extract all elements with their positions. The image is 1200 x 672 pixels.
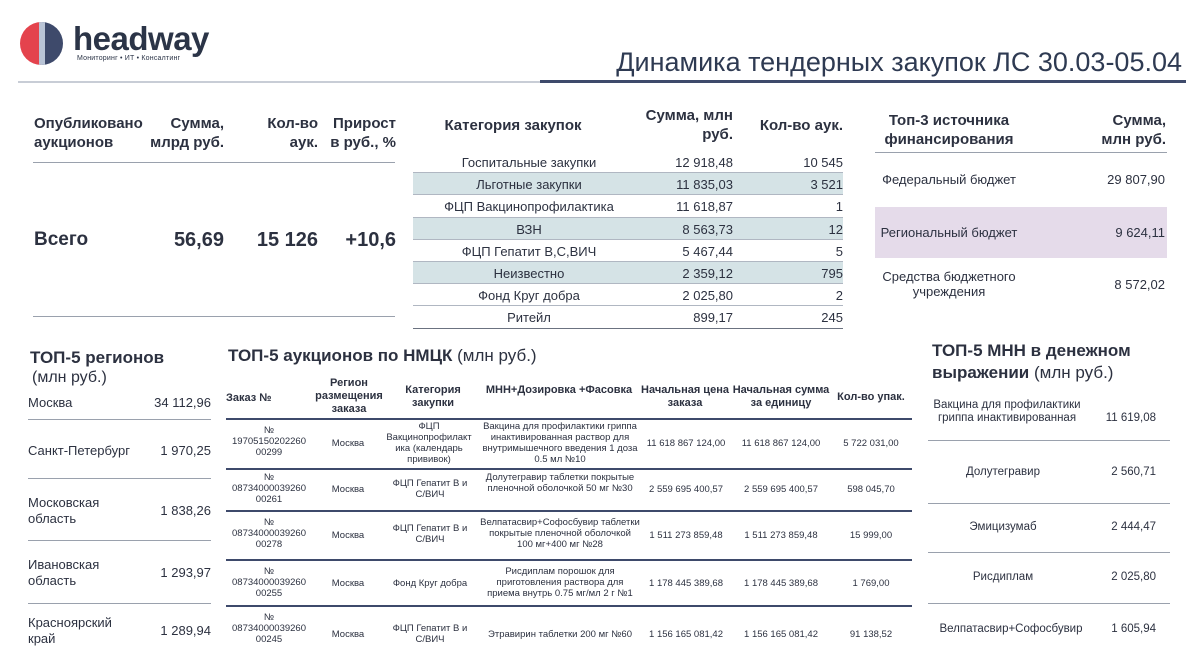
mnn-name: Рисдиплам [972,571,1034,583]
summary-divider-bottom [33,316,395,317]
sources-divider [875,152,1167,153]
auction-order: № 08734000039260 00261 [232,472,306,505]
mnn-name: Велпатасвир+Софосбувир [939,623,1083,635]
category-name: ФЦП Вакцинопрофилактика [444,199,614,215]
category-header-sum: Сумма, млн руб. [645,107,733,143]
auction-unit-sum: 11 618 867 124,00 [741,438,821,449]
auction-category: ФЦП Гепатит В и С/ВИЧ [392,623,468,645]
auction-region: Москва [331,484,365,495]
header-divider [18,81,540,83]
auction-region: Москва [331,530,365,541]
category-row [413,173,843,195]
auction-qty: 91 138,52 [849,629,893,640]
auction-unit-sum: 1 511 273 859,48 [744,530,818,541]
auction-unit-sum: 1 178 445 389,68 [744,578,818,589]
mnn-value: 2 025,80 [1111,571,1156,583]
category-count: 5 [835,243,843,259]
mnn-divider [928,503,1170,504]
region-name: Москва [28,395,73,410]
category-row [413,218,843,240]
region-divider [28,540,211,541]
category-count: 245 [821,310,843,326]
mnn-name: Долутегравир [966,466,1040,478]
category-count: 2 [835,288,843,304]
source-name: Средства бюджетного учреждения [882,269,1016,299]
category-name: ФЦП Гепатит В,С,ВИЧ [461,243,597,259]
auction-region: Москва [331,629,365,640]
category-sum: 899,17 [693,310,733,326]
auction-mnn: Долутегравир таблетки покрытые пленочной оболочкой 50 мг №30 [485,472,635,494]
category-row [413,151,843,173]
auction-price: 1 511 273 859,48 [649,530,723,541]
summary-row-label: Всего [34,229,89,250]
auction-mnn: Этравирин таблетки 200 мг №60 [488,629,632,640]
category-sum: 5 467,44 [682,243,733,259]
auction-category: Фонд Круг добра [392,578,468,589]
region-value: 1 293,97 [160,565,211,580]
mnn-title-unit: (млн руб.) [1034,363,1114,382]
region-value: 1 838,26 [160,503,211,518]
brand-tagline: Мониторинг • ИТ • Консалтинг [77,55,181,62]
auction-order: № 08734000039260 00245 [232,612,306,645]
summary-header-count: Кол-во аук. [267,115,318,151]
category-header-count: Кол-во аук. [759,117,843,134]
sources-header-sum: Сумма, млн руб. [1101,112,1166,148]
category-name: Льготные закупки [476,177,582,193]
region-name: Красноярский край [28,615,112,646]
mnn-value: 11 619,08 [1105,412,1156,424]
region-divider [28,419,211,420]
regions-subtitle: (млн руб.) [32,369,107,386]
auction-category: ФЦП Гепатит В и С/ВИЧ [392,478,468,500]
auctions-header-region: Регион размещения заказа [315,377,383,415]
auction-region: Москва [331,438,365,449]
region-divider [28,603,211,604]
category-row [413,306,843,328]
auction-mnn: Велпатасвир+Софосбувир таблетки покрытые пленочной оболочкой 100 мг+400 мг №28 [480,517,640,550]
sources-header-name: Топ-3 источника финансирования [884,112,1014,148]
auctions-row-divider [226,559,912,561]
category-sum: 11 835,03 [676,177,733,193]
category-count: 3 521 [810,177,843,193]
brand-name: headway [73,20,209,57]
mnn-title [932,340,1131,384]
auction-price: 2 559 695 400,57 [649,484,723,495]
auctions-header-category: Категория закупки [405,384,461,409]
category-count: 10 545 [803,155,843,170]
category-row [413,262,843,284]
auction-price: 1 178 445 389,68 [649,578,723,589]
auctions-title-text: ТОП-5 аукционов по НМЦК [228,346,453,365]
auction-category: ФЦП Вакцинопрофилакт ика (календарь прививок) [386,421,472,465]
auctions-row-divider [226,468,912,470]
header-divider-accent [540,80,1186,83]
mnn-title-line-1: ТОП-5 МНН в денежном [932,341,1131,360]
category-name: Госпитальные закупки [461,155,597,170]
auction-qty: 5 722 031,00 [843,438,899,449]
auction-unit-sum: 2 559 695 400,57 [744,484,818,495]
summary-count-value: 15 126 [256,229,318,251]
page-title: Динамика тендерных закупок ЛС 30.03-05.04 [616,47,1182,77]
auctions-row-divider [226,605,912,607]
summary-header-growth: Прирост в руб., % [330,115,396,151]
auction-qty: 598 045,70 [847,484,895,495]
source-value: 8 572,02 [1114,277,1165,292]
category-row [413,284,843,306]
logo-icon [20,22,63,65]
mnn-divider [928,440,1170,441]
auction-order: № 08734000039260 00255 [232,566,306,599]
category-count: 795 [821,265,843,281]
auctions-header-divider [226,418,912,420]
auction-price: 11 618 867 124,00 [646,438,726,449]
summary-divider [33,162,395,163]
category-row [413,195,843,217]
region-name: Ивановская область [28,557,100,588]
category-name: ВЗН [516,221,542,237]
region-value: 1 970,25 [160,443,211,458]
category-name: Фонд Круг добра [478,288,580,304]
category-sum: 12 918,48 [675,155,733,170]
summary-growth-value: +10,6 [345,229,396,251]
auctions-header-qty: Кол-во упак. [837,391,905,403]
auction-mnn: Вакцина для профилактики гриппа инактивированная раствор для внутримышечного введения 1 доза 0.5 мл №10 [482,421,638,465]
auction-mnn: Рисдиплам порошок для приготовления раствора для приема внутрь 0.75 мг/мл 2 г №1 [487,566,633,599]
mnn-divider [928,603,1170,604]
mnn-divider [928,552,1170,553]
mnn-title-line-2 [932,362,1131,384]
source-name: Федеральный бюджет [882,172,1016,187]
auction-unit-sum: 1 156 165 081,42 [744,629,818,640]
category-sum: 11 618,87 [676,199,733,215]
category-row [413,240,843,262]
category-sum: 2 359,12 [682,265,733,281]
source-name: Региональный бюджет [880,225,1018,240]
auctions-row-divider [226,510,912,512]
mnn-name: Вакцина для профилактики гриппа инактивированная [933,399,1081,424]
regions-title: ТОП-5 регионов [30,348,165,367]
mnn-value: 1 605,94 [1111,623,1156,635]
category-sum: 2 025,80 [682,288,733,304]
auction-order: № 08734000039260 00278 [232,517,306,550]
mnn-value: 2 560,71 [1111,466,1156,478]
mnn-name: Эмицизумаб [969,521,1037,533]
auctions-header-unit-sum: Начальная сумма за единицу [732,384,830,409]
region-value: 1 289,94 [160,623,211,638]
auction-qty: 15 999,00 [849,530,893,541]
category-header-name: Категория закупок [444,117,582,134]
mnn-title-text-2: выражении [932,363,1030,382]
category-sum: 8 563,73 [682,221,733,237]
region-name: Санкт-Петербург [28,443,130,458]
auctions-header-price: Начальная цена заказа [641,384,729,409]
region-value: 34 112,96 [154,395,211,410]
auction-category: ФЦП Гепатит В и С/ВИЧ [392,523,468,545]
region-divider [28,478,211,479]
category-count: 1 [835,199,843,215]
auctions-title-unit: (млн руб.) [457,346,537,365]
summary-header-published: Опубликовано аукционов [34,115,143,151]
summary-sum-value: 56,69 [173,229,224,251]
source-value: 9 624,11 [1115,225,1165,240]
region-name: Московская область [28,495,100,526]
mnn-value: 2 444,47 [1111,521,1156,533]
category-name: Неизвестно [493,265,565,281]
source-value: 29 807,90 [1107,172,1165,187]
auctions-header-mnn: МНН+Дозировка +Фасовка [485,384,633,396]
category-name: Ритейл [507,310,551,326]
category-count: 12 [828,221,843,237]
auctions-header-order: Заказ № [226,392,272,404]
auctions-title [228,346,537,366]
auction-price: 1 156 165 081,42 [649,629,723,640]
auction-region: Москва [331,578,365,589]
auction-order: № 19705150202260 00299 [232,425,306,458]
summary-header-sum: Сумма, млрд руб. [150,115,224,151]
auction-qty: 1 769,00 [852,578,890,589]
category-table [413,151,843,329]
